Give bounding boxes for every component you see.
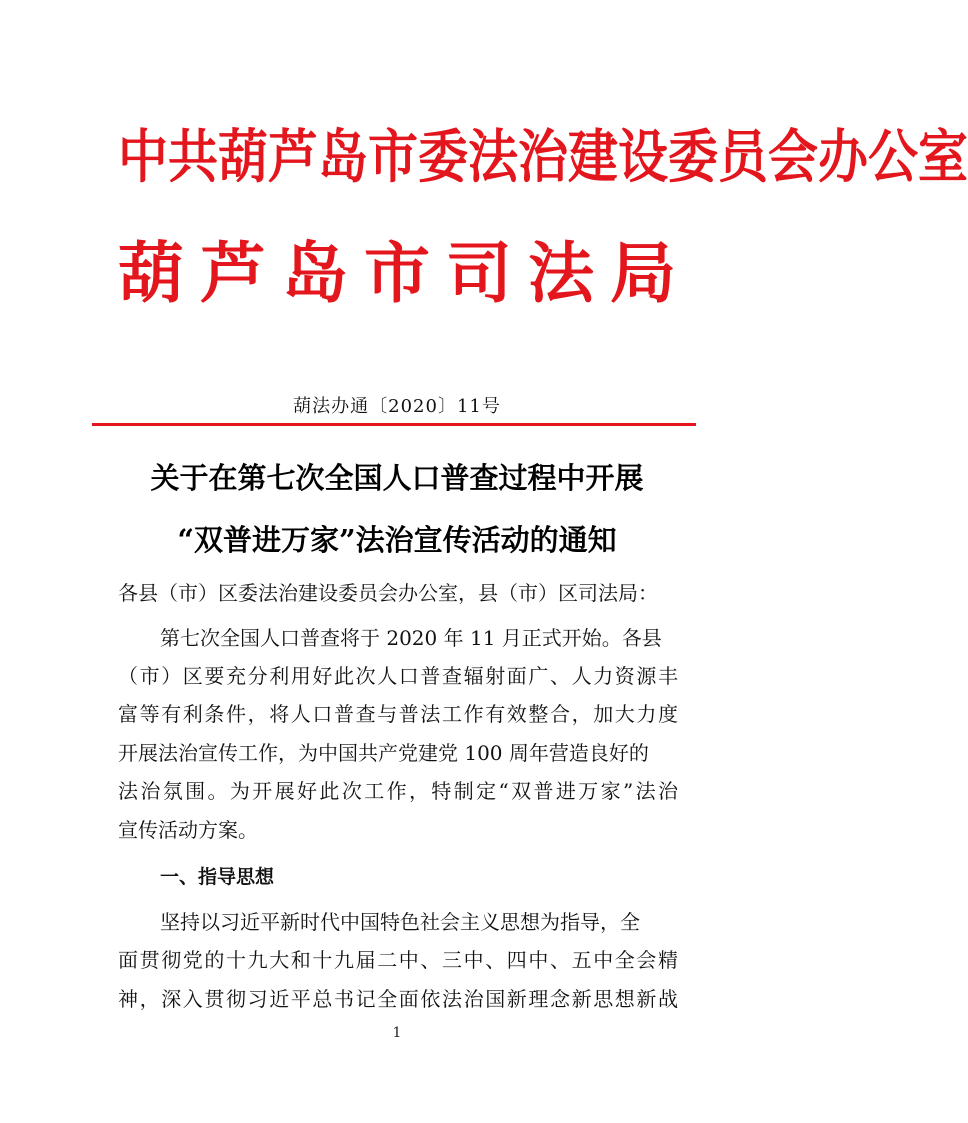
body-line: 开展法治宣传工作，为中国共产党建党 100 周年营造良好的 <box>118 741 649 765</box>
section-heading: 一、指导思想 <box>160 866 275 888</box>
issuing-organization-line-2: 葫芦岛市司法局 <box>118 234 676 312</box>
issuing-organization-line-1: 中共葫芦岛市委法治建设委员会办公室 <box>118 123 968 191</box>
body-line: 神，深入贯彻习近平总书记全面依法治国新理念新思想新战 <box>118 987 678 1011</box>
body-line: 坚持以习近平新时代中国特色社会主义思想为指导，全 <box>160 910 640 934</box>
body-line: 宣传活动方案。 <box>118 818 258 842</box>
document-number: 葫法办通〔2020〕11号 <box>293 396 501 417</box>
body-line: 富等有利条件，将人口普查与普法工作有效整合，加大力度 <box>118 702 678 726</box>
salutation: 各县（市）区委法治建设委员会办公室，县（市）区司法局： <box>118 581 658 605</box>
body-line: 面贯彻党的十九大和十九届二中、三中、四中、五中全会精 <box>118 948 678 972</box>
red-separator-line <box>92 423 696 426</box>
body-line: 法治氛围。为开展好此次工作，特制定“双普进万家”法治 <box>118 779 678 803</box>
body-line: （市）区要充分利用好此次人口普查辐射面广、人力资源丰 <box>118 664 678 688</box>
body-line: 第七次全国人口普查将于 2020 年 11 月正式开始。各县 <box>160 626 662 650</box>
page-number: 1 <box>392 1025 402 1041</box>
document-title-line-2: “双普进万家”法治宣传活动的通知 <box>177 523 617 557</box>
document-title-line-1: 关于在第七次全国人口普查过程中开展 <box>150 461 644 495</box>
